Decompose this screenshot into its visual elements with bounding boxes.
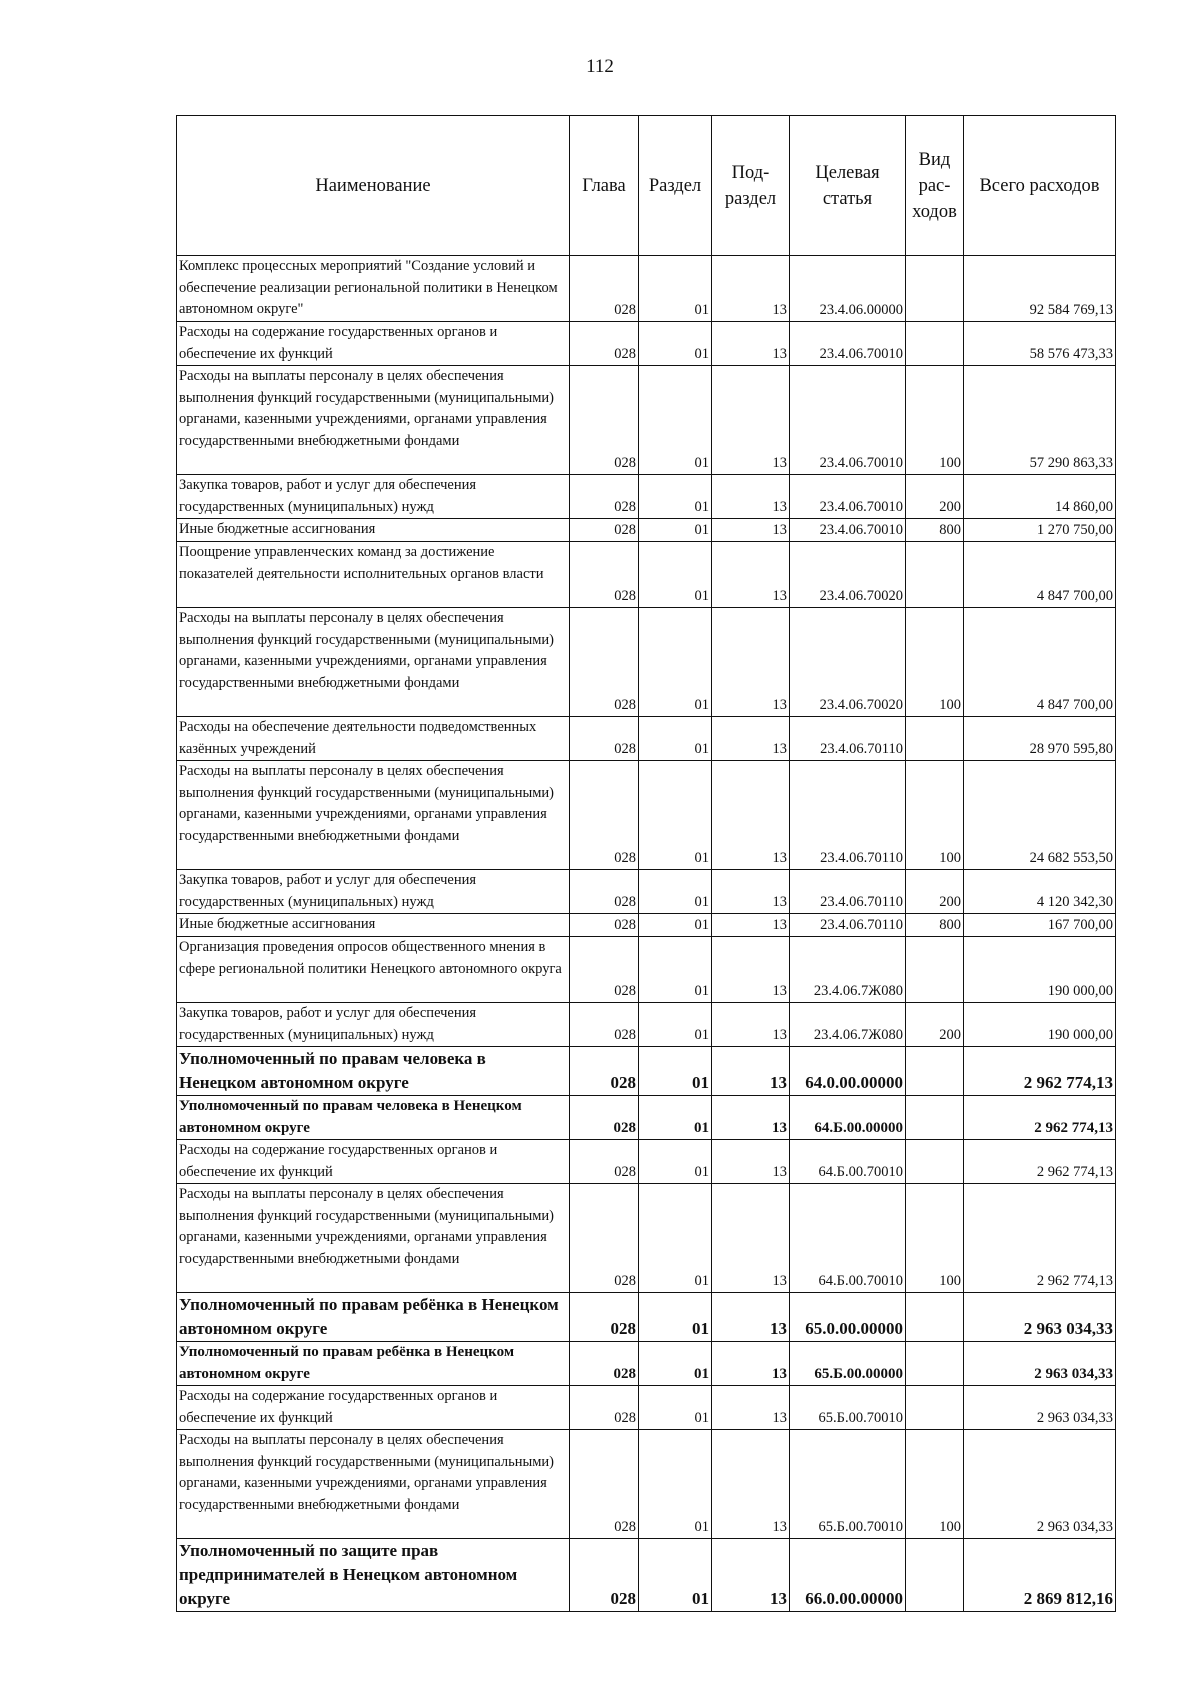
cell-target-article: 23.4.06.70010 [790, 475, 906, 519]
cell-total: 57 290 863,33 [964, 366, 1116, 475]
cell-target-article: 23.4.06.70010 [790, 322, 906, 366]
table-row [177, 1386, 1116, 1430]
table-header-row [177, 116, 1116, 256]
cell-glava: 028 [570, 475, 639, 519]
cell-total: 2 962 774,13 [964, 1140, 1116, 1184]
cell-total: 2 963 034,33 [964, 1386, 1116, 1430]
cell-total: 2 963 034,33 [964, 1430, 1116, 1539]
cell-razdel: 01 [639, 1003, 712, 1047]
cell-expense-type: 800 [906, 914, 964, 937]
cell-glava: 028 [570, 256, 639, 322]
cell-name: Уполномоченный по правам ребёнка в Ненецком автономном округе [177, 1293, 570, 1342]
cell-total: 92 584 769,13 [964, 256, 1116, 322]
cell-target-article: 23.4.06.70020 [790, 608, 906, 717]
cell-razdel: 01 [639, 256, 712, 322]
cell-razdel: 01 [639, 1184, 712, 1293]
cell-razdel: 01 [639, 870, 712, 914]
cell-glava: 028 [570, 1386, 639, 1430]
cell-target-article: 64.Б.00.70010 [790, 1184, 906, 1293]
cell-total: 4 120 342,30 [964, 870, 1116, 914]
cell-total: 2 963 034,33 [964, 1342, 1116, 1386]
cell-podrazdel: 13 [712, 937, 790, 1003]
cell-podrazdel: 13 [712, 1430, 790, 1539]
cell-razdel: 01 [639, 1539, 712, 1612]
cell-podrazdel: 13 [712, 1539, 790, 1612]
cell-name: Уполномоченный по правам человека в Ненецком автономном округе [177, 1096, 570, 1140]
cell-name: Закупка товаров, работ и услуг для обеспечения государственных (муниципальных) нужд [177, 1003, 570, 1047]
cell-glava: 028 [570, 761, 639, 870]
cell-target-article: 23.4.06.70110 [790, 761, 906, 870]
cell-target-article: 23.4.06.70010 [790, 519, 906, 542]
cell-glava: 028 [570, 608, 639, 717]
cell-podrazdel: 13 [712, 1096, 790, 1140]
page-number: 112 [586, 56, 614, 77]
cell-expense-type [906, 1096, 964, 1140]
table-row [177, 1539, 1116, 1612]
cell-name: Расходы на обеспечение деятельности подведомственных казённых учреждений [177, 717, 570, 761]
cell-podrazdel: 13 [712, 322, 790, 366]
header-total: Всего расходов [964, 116, 1116, 256]
header-target-article: Целевая статья [790, 116, 906, 256]
cell-name: Организация проведения опросов общественного мнения в сфере региональной политики Ненецкого автономного округа [177, 937, 570, 1003]
cell-total: 190 000,00 [964, 1003, 1116, 1047]
cell-name: Расходы на выплаты персоналу в целях обеспечения выполнения функций государственными (муниципальными) органами, казенными учреждениями, органами управления государственными внебюджетными фондами [177, 1430, 570, 1539]
cell-total: 24 682 553,50 [964, 761, 1116, 870]
cell-expense-type [906, 256, 964, 322]
cell-glava: 028 [570, 717, 639, 761]
cell-expense-type [906, 322, 964, 366]
cell-razdel: 01 [639, 1386, 712, 1430]
cell-podrazdel: 13 [712, 1047, 790, 1096]
cell-expense-type [906, 1140, 964, 1184]
cell-razdel: 01 [639, 1293, 712, 1342]
cell-razdel: 01 [639, 717, 712, 761]
cell-name: Комплекс процессных мероприятий "Создание условий и обеспечение реализации региональной политики в Ненецком автономном округе" [177, 256, 570, 322]
cell-podrazdel: 13 [712, 914, 790, 937]
cell-target-article: 23.4.06.70020 [790, 542, 906, 608]
cell-expense-type [906, 1293, 964, 1342]
table-row [177, 1184, 1116, 1293]
cell-total: 2 962 774,13 [964, 1047, 1116, 1096]
cell-target-article: 65.Б.00.70010 [790, 1430, 906, 1539]
cell-glava: 028 [570, 1539, 639, 1612]
header-name: Наименование [177, 116, 570, 256]
table-row [177, 608, 1116, 717]
cell-podrazdel: 13 [712, 475, 790, 519]
table-row [177, 1003, 1116, 1047]
cell-total: 2 962 774,13 [964, 1184, 1116, 1293]
cell-glava: 028 [570, 870, 639, 914]
cell-podrazdel: 13 [712, 1293, 790, 1342]
cell-name: Уполномоченный по правам ребёнка в Ненецком автономном округе [177, 1342, 570, 1386]
cell-expense-type: 200 [906, 870, 964, 914]
cell-podrazdel: 13 [712, 1184, 790, 1293]
cell-total: 2 962 774,13 [964, 1096, 1116, 1140]
table-row [177, 1342, 1116, 1386]
cell-expense-type: 200 [906, 475, 964, 519]
cell-glava: 028 [570, 1140, 639, 1184]
cell-glava: 028 [570, 1047, 639, 1096]
cell-glava: 028 [570, 322, 639, 366]
table-row [177, 256, 1116, 322]
cell-name: Расходы на содержание государственных органов и обеспечение их функций [177, 1140, 570, 1184]
cell-podrazdel: 13 [712, 366, 790, 475]
cell-glava: 028 [570, 1184, 639, 1293]
cell-podrazdel: 13 [712, 717, 790, 761]
cell-expense-type [906, 937, 964, 1003]
cell-glava: 028 [570, 519, 639, 542]
cell-glava: 028 [570, 1342, 639, 1386]
cell-glava: 028 [570, 366, 639, 475]
cell-target-article: 65.Б.00.00000 [790, 1342, 906, 1386]
cell-total: 4 847 700,00 [964, 608, 1116, 717]
cell-expense-type: 100 [906, 366, 964, 475]
cell-podrazdel: 13 [712, 1140, 790, 1184]
cell-razdel: 01 [639, 542, 712, 608]
table-row [177, 1096, 1116, 1140]
cell-name: Иные бюджетные ассигнования [177, 914, 570, 937]
cell-glava: 028 [570, 1293, 639, 1342]
cell-target-article: 23.4.06.70110 [790, 914, 906, 937]
header-glava: Глава [570, 116, 639, 256]
cell-glava: 028 [570, 937, 639, 1003]
cell-name: Уполномоченный по правам человека в Ненецком автономном округе [177, 1047, 570, 1096]
table-row [177, 870, 1116, 914]
cell-razdel: 01 [639, 914, 712, 937]
cell-name: Расходы на выплаты персоналу в целях обеспечения выполнения функций государственными (муниципальными) органами, казенными учреждениями, органами управления государственными внебюджетными фондами [177, 366, 570, 475]
cell-razdel: 01 [639, 761, 712, 870]
cell-target-article: 64.0.00.00000 [790, 1047, 906, 1096]
cell-razdel: 01 [639, 1096, 712, 1140]
table-body [177, 256, 1116, 1612]
cell-target-article: 23.4.06.7Ж080 [790, 937, 906, 1003]
table-row [177, 717, 1116, 761]
cell-glava: 028 [570, 542, 639, 608]
cell-podrazdel: 13 [712, 256, 790, 322]
cell-podrazdel: 13 [712, 1003, 790, 1047]
cell-target-article: 23.4.06.7Ж080 [790, 1003, 906, 1047]
table-row [177, 322, 1116, 366]
cell-total: 190 000,00 [964, 937, 1116, 1003]
table-row [177, 761, 1116, 870]
table-row [177, 937, 1116, 1003]
cell-glava: 028 [570, 1096, 639, 1140]
cell-target-article: 64.Б.00.70010 [790, 1140, 906, 1184]
cell-target-article: 65.0.00.00000 [790, 1293, 906, 1342]
cell-glava: 028 [570, 1430, 639, 1539]
cell-podrazdel: 13 [712, 519, 790, 542]
cell-target-article: 65.Б.00.70010 [790, 1386, 906, 1430]
cell-razdel: 01 [639, 1342, 712, 1386]
cell-target-article: 23.4.06.70110 [790, 870, 906, 914]
table-row [177, 1140, 1116, 1184]
cell-expense-type [906, 1539, 964, 1612]
cell-expense-type: 800 [906, 519, 964, 542]
table-row [177, 366, 1116, 475]
cell-name: Расходы на выплаты персоналу в целях обеспечения выполнения функций государственными (муниципальными) органами, казенными учреждениями, органами управления государственными внебюджетными фондами [177, 761, 570, 870]
cell-target-article: 66.0.00.00000 [790, 1539, 906, 1612]
cell-razdel: 01 [639, 608, 712, 717]
cell-name: Расходы на содержание государственных органов и обеспечение их функций [177, 1386, 570, 1430]
cell-podrazdel: 13 [712, 761, 790, 870]
cell-podrazdel: 13 [712, 542, 790, 608]
cell-total: 167 700,00 [964, 914, 1116, 937]
cell-expense-type: 100 [906, 1184, 964, 1293]
cell-glava: 028 [570, 1003, 639, 1047]
cell-name: Расходы на выплаты персоналу в целях обеспечения выполнения функций государственными (муниципальными) органами, казенными учреждениями, органами управления государственными внебюджетными фондами [177, 608, 570, 717]
header-expense-type: Вид рас-ходов [906, 116, 964, 256]
cell-name: Закупка товаров, работ и услуг для обеспечения государственных (муниципальных) нужд [177, 870, 570, 914]
table-row [177, 914, 1116, 937]
cell-name: Поощрение управленческих команд за достижение показателей деятельности исполнительных органов власти [177, 542, 570, 608]
cell-name: Уполномоченный по защите прав предпринимателей в Ненецком автономном округе [177, 1539, 570, 1612]
budget-table [176, 115, 1116, 1612]
cell-razdel: 01 [639, 322, 712, 366]
cell-expense-type [906, 717, 964, 761]
table-row [177, 542, 1116, 608]
cell-expense-type [906, 1342, 964, 1386]
cell-name: Закупка товаров, работ и услуг для обеспечения государственных (муниципальных) нужд [177, 475, 570, 519]
cell-podrazdel: 13 [712, 870, 790, 914]
cell-total: 2 869 812,16 [964, 1539, 1116, 1612]
cell-razdel: 01 [639, 937, 712, 1003]
cell-total: 2 963 034,33 [964, 1293, 1116, 1342]
table-row [177, 1047, 1116, 1096]
cell-expense-type [906, 542, 964, 608]
cell-expense-type [906, 1047, 964, 1096]
cell-target-article: 23.4.06.70010 [790, 366, 906, 475]
cell-expense-type: 100 [906, 608, 964, 717]
cell-total: 58 576 473,33 [964, 322, 1116, 366]
cell-razdel: 01 [639, 1047, 712, 1096]
cell-total: 28 970 595,80 [964, 717, 1116, 761]
cell-expense-type: 100 [906, 761, 964, 870]
cell-total: 1 270 750,00 [964, 519, 1116, 542]
table-row [177, 519, 1116, 542]
cell-razdel: 01 [639, 519, 712, 542]
cell-razdel: 01 [639, 1430, 712, 1539]
cell-name: Расходы на содержание государственных органов и обеспечение их функций [177, 322, 570, 366]
cell-razdel: 01 [639, 1140, 712, 1184]
cell-name: Расходы на выплаты персоналу в целях обеспечения выполнения функций государственными (муниципальными) органами, казенными учреждениями, органами управления государственными внебюджетными фондами [177, 1184, 570, 1293]
cell-glava: 028 [570, 914, 639, 937]
cell-target-article: 64.Б.00.00000 [790, 1096, 906, 1140]
cell-expense-type [906, 1386, 964, 1430]
cell-target-article: 23.4.06.00000 [790, 256, 906, 322]
cell-razdel: 01 [639, 366, 712, 475]
cell-total: 14 860,00 [964, 475, 1116, 519]
cell-target-article: 23.4.06.70110 [790, 717, 906, 761]
header-podrazdel: Под-раздел [712, 116, 790, 256]
cell-podrazdel: 13 [712, 1342, 790, 1386]
cell-expense-type: 200 [906, 1003, 964, 1047]
cell-total: 4 847 700,00 [964, 542, 1116, 608]
cell-podrazdel: 13 [712, 608, 790, 717]
table-row [177, 1430, 1116, 1539]
cell-name: Иные бюджетные ассигнования [177, 519, 570, 542]
table-row [177, 1293, 1116, 1342]
table-row [177, 475, 1116, 519]
cell-expense-type: 100 [906, 1430, 964, 1539]
cell-podrazdel: 13 [712, 1386, 790, 1430]
cell-razdel: 01 [639, 475, 712, 519]
header-razdel: Раздел [639, 116, 712, 256]
